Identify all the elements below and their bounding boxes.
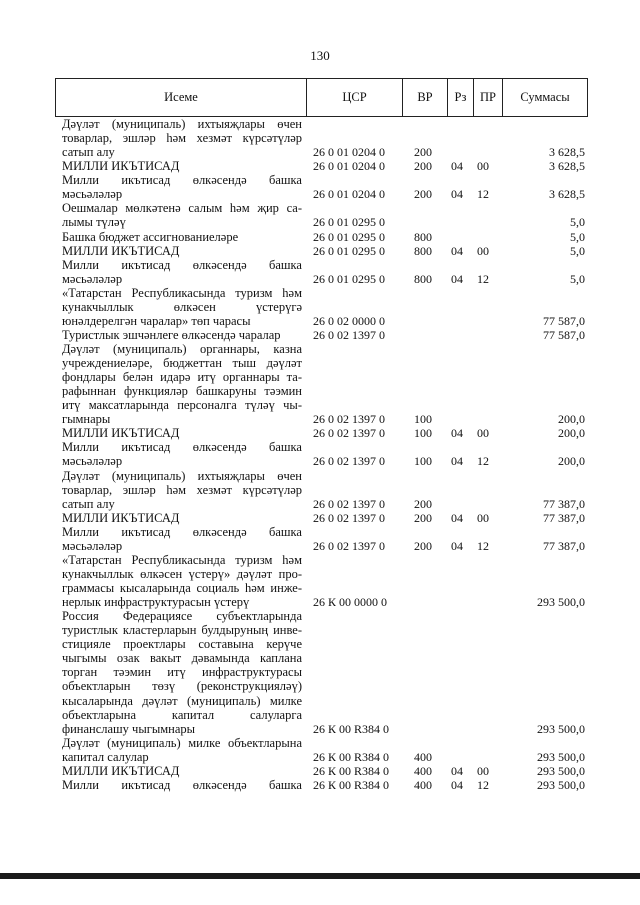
row-vr-cell: 800 [414,243,432,258]
row-name-line: МИЛЛИ ИКЪТИСАД [62,159,180,174]
row-rz-cell: 04 [451,510,463,525]
row-csr-cell: 26 0 02 1397 0 [313,412,385,427]
row-sum-cell: 77 587,0 [543,327,585,342]
row-name-line: капитал салулар [62,749,149,764]
header-csr: ЦСР [306,79,402,116]
row-vr-cell: 100 [414,426,432,441]
row-vr-cell: 200 [414,538,432,553]
row-pr-cell: 00 [477,426,489,441]
row-rz-cell: 04 [451,271,463,286]
row-name-line: мәсьәләләр [62,538,123,553]
row-csr-cell: 26 0 01 0295 0 [313,243,385,258]
row-vr-cell: 200 [414,510,432,525]
row-vr-cell: 200 [414,145,432,160]
row-name-line: кунакчыллык өлкәсен үстерү» дәүләт про- [62,566,302,581]
row-sum-cell: 293 500,0 [537,749,585,764]
row-name-line: Дәүләт (муниципаль) ихтыяҗлары өчен [62,468,302,483]
row-csr-cell: 26 0 02 1397 0 [313,454,385,469]
row-csr-cell: 26 0 02 1397 0 [313,327,385,342]
row-sum-cell: 200,0 [558,454,585,469]
row-name-line: рафыннан функцияләр башкаруны тәэмин [62,384,302,399]
row-vr-cell: 200 [414,496,432,511]
header-sum: Суммасы [502,79,587,116]
row-name-line: Дәүләт (муниципаль) органнары, казна [62,342,302,356]
row-sum-cell: 293 500,0 [537,595,585,609]
row-rz-cell: 04 [451,763,463,778]
header-name: Исеме [164,90,198,104]
row-name-line: Милли икътисад өлкәсендә башка [62,777,302,792]
row-pr-cell: 12 [477,777,489,792]
row-sum-cell: 3 628,5 [549,145,585,160]
row-pr-cell: 12 [477,454,489,469]
row-name-line: туристлык кластерларын булдыруның инве- [62,623,302,638]
row-name-line: чыгымы озак вакыт дәвамында каплана [62,651,302,666]
row-sum-cell: 5,0 [570,229,585,244]
row-name-line: Дәүләт (муниципаль) ихтыяҗлары өчен [62,117,302,131]
row-name-line: Россия Федерациясе субъектларында [62,609,302,624]
row-csr-cell: 26 К 00 R384 0 [313,721,390,736]
row-pr-cell: 12 [477,271,489,286]
row-name-line: сатып алу [62,145,115,160]
row-name-line: МИЛЛИ ИКЪТИСАД [62,243,180,258]
row-csr-cell: 26 0 01 0295 0 [313,271,385,286]
row-sum-cell: 77 387,0 [543,538,585,553]
row-name-line: товарлар, эшләр һәм хезмәт күрсәтүләр [62,482,302,497]
header-pr: ПР [473,79,502,116]
row-csr-cell: 26 0 01 0295 0 [313,229,385,244]
row-name-line: мәсьәләләр [62,271,123,286]
row-vr-cell: 100 [414,454,432,469]
row-rz-cell: 04 [451,243,463,258]
row-csr-cell: 26 К 00 R384 0 [313,777,390,792]
row-name-line: «Татарстан Республикасында туризм һәм [62,552,302,567]
header-vr: ВР [402,79,447,116]
row-pr-cell: 00 [477,763,489,778]
row-sum-cell: 293 500,0 [537,777,585,792]
row-sum-cell: 200,0 [558,426,585,441]
row-name-line: нерлык инфраструктурасын үстерү [62,595,250,609]
row-name-line: объектларын төзү (реконструкцияләү) [62,679,302,694]
row-rz-cell: 04 [451,777,463,792]
row-rz-cell: 04 [451,538,463,553]
row-name-line: граммасы кысаларында социаль һәм инже- [62,581,302,595]
row-name-line: Милли икътисад өлкәсендә башка [62,440,302,455]
row-name-line: товарлар, эшләр һәм хезмәт күрсәтүләр [62,131,302,146]
row-csr-cell: 26 0 02 1397 0 [313,426,385,441]
row-name-line: «Татарстан Республикасында туризм һәм [62,285,302,300]
row-vr-cell: 800 [414,271,432,286]
row-pr-cell: 00 [477,510,489,525]
header-rz: Рз [447,79,473,116]
row-name-line: мәсьәләләр [62,187,123,202]
row-rz-cell: 04 [451,426,463,441]
row-sum-cell: 293 500,0 [537,763,585,778]
row-name-line: стицияле проектлары составына керүче [62,637,302,652]
row-name-line: МИЛЛИ ИКЪТИСАД [62,763,180,778]
row-csr-cell: 26 К 00 R384 0 [313,749,390,764]
row-sum-cell: 77 387,0 [543,510,585,525]
row-name-line: МИЛЛИ ИКЪТИСАД [62,510,180,525]
row-vr-cell: 200 [414,187,432,202]
row-name-line: юнәлдерелгән чаралар» төп чарасы [62,313,251,328]
row-name-line: объектларына капитал салуларга [62,707,302,722]
row-name-line: фондлары белән идарә итү органнары та- [62,370,302,385]
row-csr-cell: 26 0 02 1397 0 [313,510,385,525]
row-sum-cell: 3 628,5 [549,187,585,202]
row-vr-cell: 400 [414,749,432,764]
row-name-line: Милли икътисад өлкәсендә башка [62,173,302,188]
row-name-line: сатып алу [62,496,115,511]
row-csr-cell: 26 0 01 0295 0 [313,215,385,230]
row-vr-cell: 400 [414,777,432,792]
row-name-line: кысаларында дәүләт (муниципаль) милке [62,693,302,708]
row-name-line: итү максатларында персоналга түләү чы- [62,398,302,413]
row-name-line: Милли икътисад өлкәсендә башка [62,524,302,539]
row-name-line: Милли икътисад өлкәсендә башка [62,257,302,272]
row-csr-cell: 26 0 02 0000 0 [313,313,385,328]
row-name-line: учреждениеләре, бюджеттан тыш дәүләт [62,356,302,370]
row-pr-cell: 12 [477,538,489,553]
row-vr-cell: 400 [414,763,432,778]
row-name-line: торган тәэмин итү инфраструктурасы [62,665,302,680]
row-vr-cell: 800 [414,229,432,244]
row-csr-cell: 26 0 01 0204 0 [313,187,385,202]
row-csr-cell: 26 0 01 0204 0 [313,145,385,160]
row-name-line: Туристлык эшчәнлеге өлкәсендә чаралар [62,327,281,342]
row-pr-cell: 00 [477,243,489,258]
row-sum-cell: 77 387,0 [543,496,585,511]
row-rz-cell: 04 [451,159,463,174]
row-pr-cell: 12 [477,187,489,202]
row-csr-cell: 26 0 02 1397 0 [313,538,385,553]
row-name-line: Дәүләт (муниципаль) милке объектларына [62,735,302,750]
page-number: 130 [310,48,330,63]
row-name-line: гымнары [62,412,111,427]
row-pr-cell: 00 [477,159,489,174]
row-sum-cell: 293 500,0 [537,721,585,736]
row-rz-cell: 04 [451,187,463,202]
row-name-line: Оешмалар мөлкәтенә салым һәм җир са- [62,201,302,216]
row-sum-cell: 77 587,0 [543,313,585,328]
row-csr-cell: 26 К 00 R384 0 [313,763,390,778]
row-vr-cell: 100 [414,412,432,427]
row-name-line: мәсьәләләр [62,454,123,469]
row-csr-cell: 26 К 00 0000 0 [313,595,388,609]
row-name-line: Башка бюджет ассигнованиеләре [62,229,239,244]
row-sum-cell: 200,0 [558,412,585,427]
scan-edge-bar [0,873,640,879]
row-sum-cell: 5,0 [570,215,585,230]
table-header [55,78,588,117]
row-name-line: кунакчыллык өлкәсен үстерүгә [62,299,302,314]
row-name-line: лымы түләү [62,215,126,230]
row-name-line: финанслашу чыгымнары [62,721,196,736]
row-csr-cell: 26 0 01 0204 0 [313,159,385,174]
row-csr-cell: 26 0 02 1397 0 [313,496,385,511]
row-sum-cell: 5,0 [570,271,585,286]
row-sum-cell: 3 628,5 [549,159,585,174]
row-vr-cell: 200 [414,159,432,174]
row-name-line: МИЛЛИ ИКЪТИСАД [62,426,180,441]
row-rz-cell: 04 [451,454,463,469]
row-sum-cell: 5,0 [570,243,585,258]
